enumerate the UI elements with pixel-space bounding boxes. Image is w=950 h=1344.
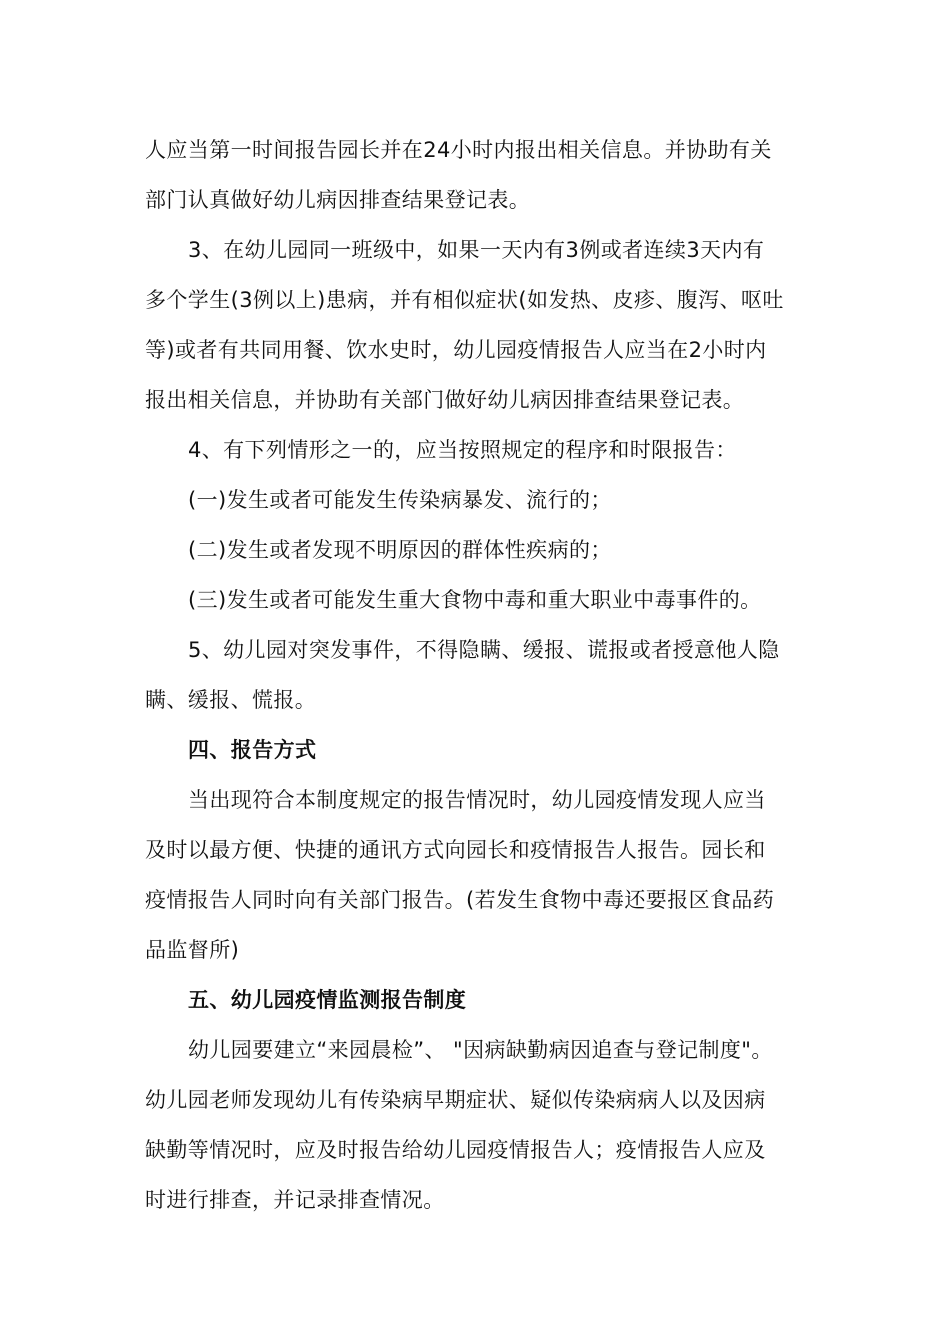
text-line: 当出现符合本制度规定的报告情况时，幼儿园疫情发现人应当 (188, 788, 766, 812)
text-line: 品监督所) (145, 938, 240, 962)
text-line: 疫情报告人同时向有关部门报告。(若发生食物中毒还要报区食品药 (145, 888, 775, 912)
text-line: 幼儿园要建立“来园晨检”、 "因病缺勤病因追查与登记制度"。 (188, 1038, 773, 1062)
text-line: 多个学生(3例以上)患病，并有相似症状(如发热、皮疹、腹泻、呕吐 (145, 288, 784, 312)
section-heading-4: 四、报告方式 (188, 738, 317, 762)
text-line: 及时以最方便、快捷的通讯方式向园长和疫情报告人报告。园长和 (145, 838, 766, 862)
text-line: 时进行排查，并记录排查情况。 (145, 1188, 445, 1212)
text-line: 部门认真做好幼儿病因排查结果登记表。 (145, 188, 531, 212)
paragraph-5-line: 5、幼儿园对突发事件，不得隐瞒、缓报、谎报或者授意他人隐 (188, 638, 780, 662)
text-line: 报出相关信息，并协助有关部门做好幼儿病因排查结果登记表。 (145, 388, 745, 412)
text-line: 缺勤等情况时，应及时报告给幼儿园疫情报告人；疫情报告人应及 (145, 1138, 766, 1162)
paragraph-4-line: 4、有下列情形之一的，应当按照规定的程序和时限报告： (188, 438, 737, 462)
paragraph-3-line: 3、在幼儿园同一班级中，如果一天内有3例或者连续3天内有 (188, 238, 765, 262)
text-line: 幼儿园老师发现幼儿有传染病早期症状、疑似传染病病人以及因病 (145, 1088, 766, 1112)
text-line: 瞒、缓报、慌报。 (145, 688, 317, 712)
text-line: 人应当第一时间报告园长并在24小时内报出相关信息。并协助有关 (145, 138, 772, 162)
list-item-3: (三)发生或者可能发生重大食物中毒和重大职业中毒事件的。 (188, 588, 762, 612)
list-item-1: (一)发生或者可能发生传染病暴发、流行的； (188, 488, 612, 512)
list-item-2: (二)发生或者发现不明原因的群体性疾病的； (188, 538, 612, 562)
text-line: 等)或者有共同用餐、饮水史时，幼儿园疫情报告人应当在2小时内 (145, 338, 767, 362)
section-heading-5: 五、幼儿园疫情监测报告制度 (188, 988, 467, 1012)
